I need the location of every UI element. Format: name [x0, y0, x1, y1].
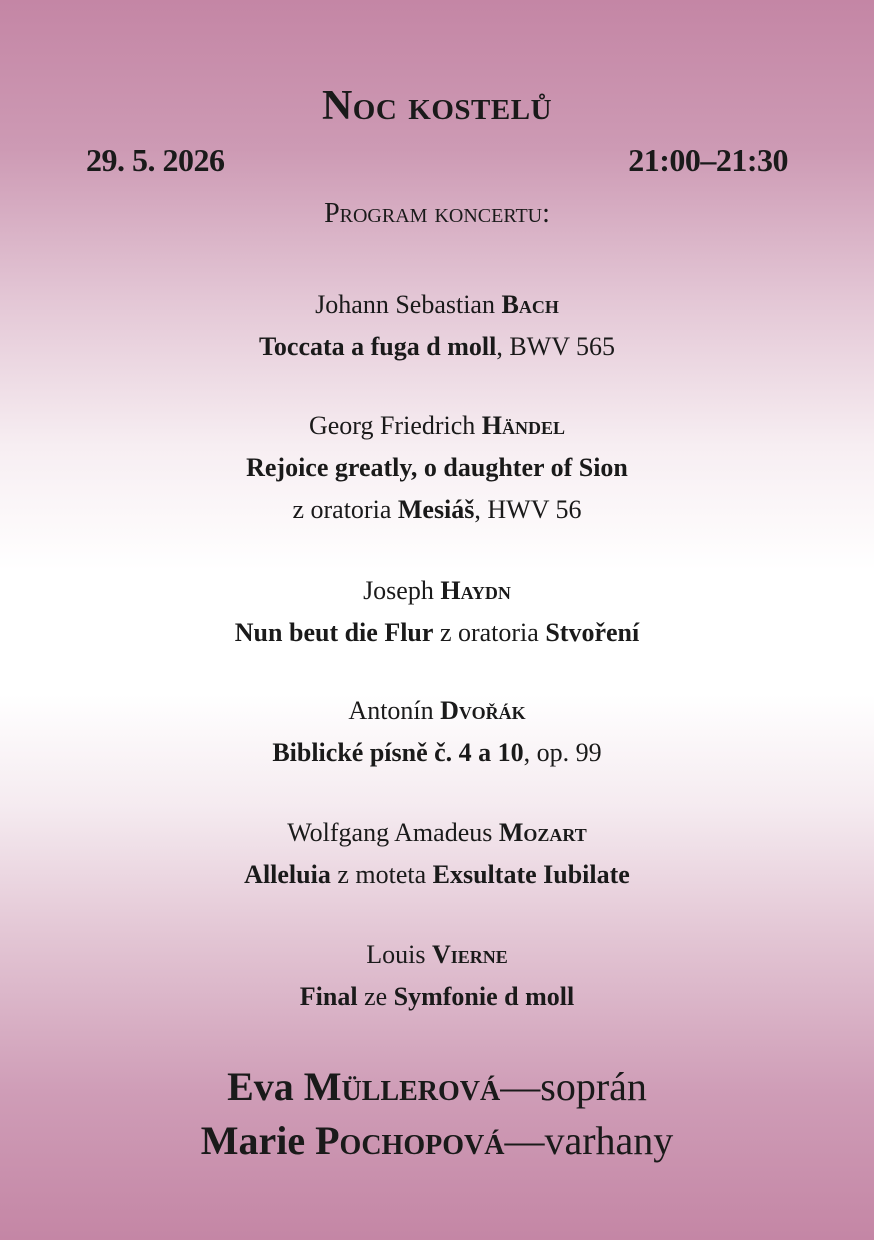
composer-line	[0, 812, 874, 854]
performer-first-name: Eva	[227, 1064, 294, 1109]
work-line	[0, 447, 874, 489]
composer-surname: Mozart	[498, 818, 587, 847]
program-item	[0, 812, 874, 896]
concert-date: 29. 5. 2026	[86, 142, 225, 178]
poster-title: Noc kostelů	[321, 83, 553, 129]
program-item	[0, 284, 874, 368]
concert-time: 21:00–21:30	[628, 142, 788, 178]
work-title: Biblické písně č. 4 a 10	[272, 738, 524, 767]
date-time-row	[86, 142, 788, 179]
composer-first-name: Wolfgang Amadeus	[287, 818, 493, 847]
work-title: Final	[299, 982, 358, 1011]
source-title: Stvoření	[545, 618, 640, 647]
work-line	[0, 612, 874, 654]
work-title: Nun beut die Flur	[234, 618, 434, 647]
source-prefix: z oratoria	[439, 618, 539, 647]
work-title: Alleluia	[244, 860, 331, 889]
program-item	[0, 690, 874, 774]
composer-line	[0, 284, 874, 326]
work-line	[0, 854, 874, 896]
source-prefix: ze	[364, 982, 388, 1011]
performer-role: —soprán	[500, 1064, 647, 1109]
composer-first-name: Antonín	[348, 696, 434, 725]
work-title: Rejoice greatly, o daughter of Sion	[246, 453, 628, 482]
composer-line	[0, 934, 874, 976]
composer-surname: Haydn	[440, 576, 511, 605]
performer-surname: Pochopová	[315, 1118, 505, 1163]
source-prefix: z moteta	[337, 860, 427, 889]
performer-line	[0, 1060, 874, 1114]
program-item	[0, 405, 874, 531]
work-catalog: , op. 99	[523, 738, 602, 767]
source-prefix: z oratoria	[292, 495, 392, 524]
program-item	[0, 570, 874, 654]
program-heading: Program koncertu:	[324, 198, 550, 229]
source-catalog: , HWV 56	[474, 495, 582, 524]
source-title: Symfonie d moll	[393, 982, 575, 1011]
composer-first-name: Louis	[366, 940, 426, 969]
composer-first-name: Georg Friedrich	[308, 411, 476, 440]
work-line	[0, 732, 874, 774]
composer-surname: Bach	[501, 290, 559, 319]
work-title: Toccata a fuga d moll	[258, 332, 497, 361]
performer-line	[0, 1114, 874, 1168]
performer-surname: Müllerová	[303, 1064, 501, 1109]
source-title: Exsultate Iubilate	[432, 860, 630, 889]
performer-role: —varhany	[504, 1118, 674, 1163]
composer-surname: Vierne	[431, 940, 508, 969]
composer-surname: Händel	[481, 411, 566, 440]
composer-line	[0, 405, 874, 447]
composer-line	[0, 570, 874, 612]
work-catalog: , BWV 565	[496, 332, 616, 361]
work-line	[0, 976, 874, 1018]
performer-first-name: Marie	[200, 1118, 306, 1163]
composer-surname: Dvořák	[440, 696, 526, 725]
source-line	[0, 489, 874, 531]
source-title: Mesiáš	[397, 495, 475, 524]
composer-first-name: Joseph	[363, 576, 434, 605]
program-item	[0, 934, 874, 1018]
composer-first-name: Johann Sebastian	[315, 290, 495, 319]
work-line	[0, 326, 874, 368]
performers	[0, 1060, 874, 1168]
composer-line	[0, 690, 874, 732]
